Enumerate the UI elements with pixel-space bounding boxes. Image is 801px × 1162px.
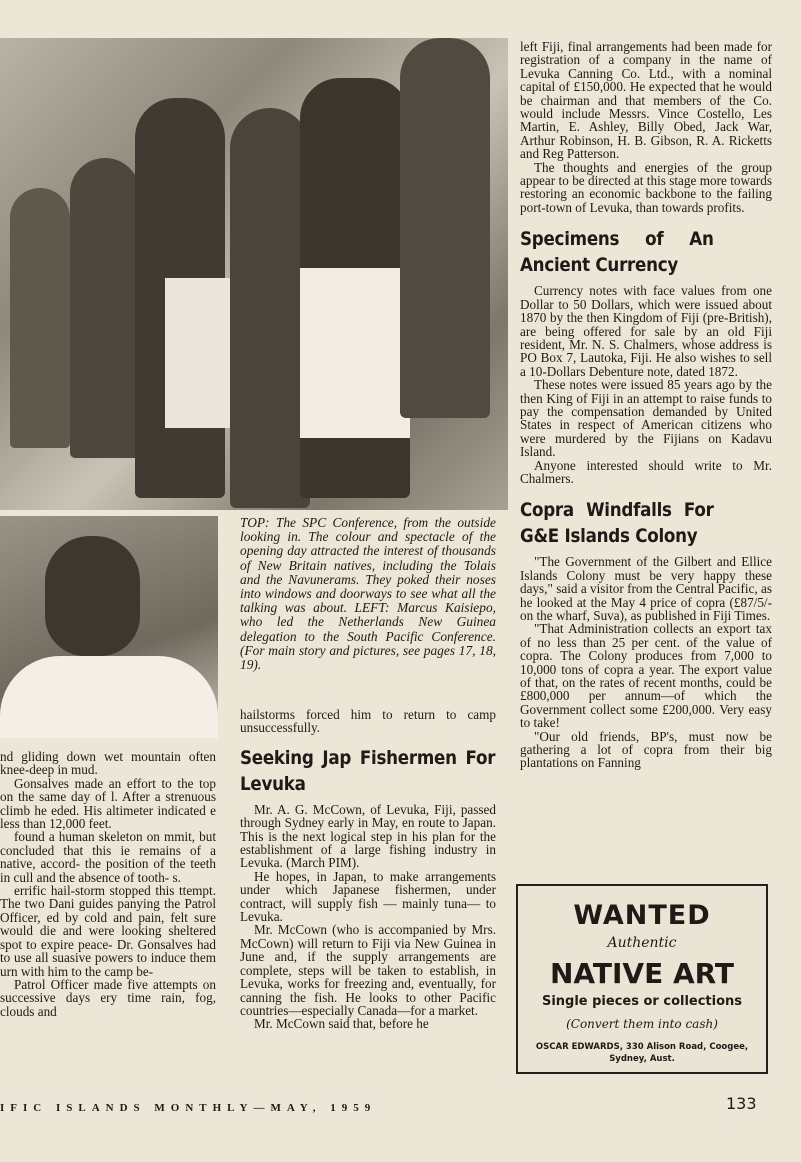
middle-paragraph: Mr. McCown (who is accompanied by Mrs. McCown) will return to Fiji via New Guinea in June and, if the supply arrangements are complete, steps will be taken to establish, in Levuka, works for freezing and, eventually, for canning the fish. He looks to other Pacific countries—especially Canada—for a market.: [240, 922, 496, 1018]
top-photo: [0, 38, 508, 510]
left-paragraph: Patrol Officer made five attempts on successive days ery time rain, fog, clouds and: [0, 976, 216, 1019]
left-paragraph: Gonsalves made an effort to the top on the same day of l. After a strenuous climb he eded. His altimeter indicated e less than 12,000 feet.: [0, 775, 216, 832]
right-paragraph: "Our old friends, BP's, must now be gathering a lot of copra from their big plantations on Fanning: [520, 728, 772, 771]
right-paragraph: "The Government of the Gilbert and Ellice Islands Colony must be very happy these days," said a visitor from the Central Pacific, as he looked at the May 4 price of copra (£87/5/- on the wharf, Suva), as published in Fiji Times.: [520, 554, 772, 623]
native-art-advertisement: [516, 884, 768, 1074]
ad-convert: (Convert them into cash): [566, 1017, 718, 1031]
middle-paragraph: Mr. A. G. McCown, of Levuka, Fiji, passed through Sydney early in May, en route to Japan. This is the next logical step in his plan for the establishment of a large fishing industry in Levuka. (March PIM).: [240, 801, 496, 871]
left-paragraph: found a human skeleton on mmit, but concluded that this ie remains of a native, accord- the position of the teeth in cull and the absence of tooth- s.: [0, 829, 216, 885]
middle-continuation: hailstorms forced him to return to camp unsuccessfully.: [240, 707, 496, 736]
right-continuation: left Fiji, final arrangements had been made for registration of a company in the name of Levuka Canning Co. Ltd., with a nominal capital of £150,000. He expected that he would be chairman and that members of the Co. would include Messrs. Vince Costello, Les Martin, E. Ashley, Billy Obed, Jack War, Arthur Robinson, H. B. Gibson, R. A. Ricketts and Reg Patterson.: [520, 39, 772, 162]
right-paragraph: Anyone interested should write to Mr. Chalmers.: [520, 457, 772, 486]
headline-ancient-currency: Specimens of An Ancient Currency: [520, 228, 714, 277]
photo-caption: TOP: The SPC Conference, from the outside looking in. The colour and spectacle of the opening day attracted the interest of thousands of New Britain natives, including the Tolais and the Navunerams. They poked their noses into windows and doorways to see what all the talking was about. LEFT: Marcus Kaisiepo, who led the Netherlands New Guinea delegation to the South Pacific Conference. (For main story and pictures, see pages 17, 18, 19).: [240, 515, 496, 673]
ad-authentic: Authentic: [607, 935, 677, 951]
left-paragraph: errific hail-storm stopped this ttempt. The two Dani guides panying the Patrol Officer, ed by cold and pain, felt sure would die and were looking sheltered spot to expire peace- Dr. Gonsalves had to use all suasive powers to induce them urn with him to the camp be-: [0, 883, 216, 979]
middle-paragraph: He hopes, in Japan, to make arrangements under which Japanese fishermen, under contract, will supply fish — mainly tuna— to Levuka.: [240, 868, 496, 925]
ad-address: OSCAR EDWARDS, 330 Alison Road, Coogee, Sydney, Aust.: [535, 1042, 749, 1064]
left-paragraph: nd gliding down wet mountain often knee-deep in mud.: [0, 749, 216, 778]
right-column: [520, 40, 772, 770]
page-number: 133: [726, 1094, 757, 1113]
ad-wanted: WANTED: [573, 900, 711, 931]
middle-column: [240, 708, 496, 1031]
headline-jap-fishermen: Seeking Jap Fishermen For Levuka: [240, 746, 496, 795]
right-paragraph: The thoughts and energies of the group appear to be directed at this stage more towards restoring an economic backbone to the failing port-town of Levuka, than towards profits.: [520, 159, 772, 215]
right-paragraph: These notes were issued 85 years ago by the then King of Fiji in an attempt to raise funds to pay the compensation demanded by United States in respect of American citizens who were murdered by the Fijians on Kadavu Island.: [520, 377, 772, 460]
headline-copra-windfalls: Copra Windfalls For G&E Islands Colony: [520, 499, 714, 548]
right-paragraph: "That Administration collects an export tax of no less than 25 per cent. of the value of copra. The Colony produces from 7,000 to 10,000 tons of copra a year. The export value of that, on the rates of recent months, could be £800,000 per annum—of which the Government collect some £200,000. Very easy to take!: [520, 621, 772, 731]
ad-native-art: NATIVE ART: [549, 957, 735, 990]
right-paragraph: Currency notes with face values from one Dollar to 50 Dollars, which were issued about 1870 by the then Kingdom of Fiji (pre-British), are being offered for sale by an old Fiji resident, Mr. N. S. Chalmers, whose address is PO Box 7, Lautoka, Fiji. He also wishes to sell a 10-Dollars Debenture note, dated 1872.: [520, 283, 772, 379]
left-column: [0, 750, 216, 1018]
portrait-photo: [0, 516, 218, 738]
running-footer: IFIC ISLANDS MONTHLY—MAY, 1959: [0, 1102, 377, 1114]
middle-paragraph: Mr. McCown said that, before he: [254, 1016, 429, 1032]
ad-single-pieces: Single pieces or collections: [541, 994, 743, 1009]
